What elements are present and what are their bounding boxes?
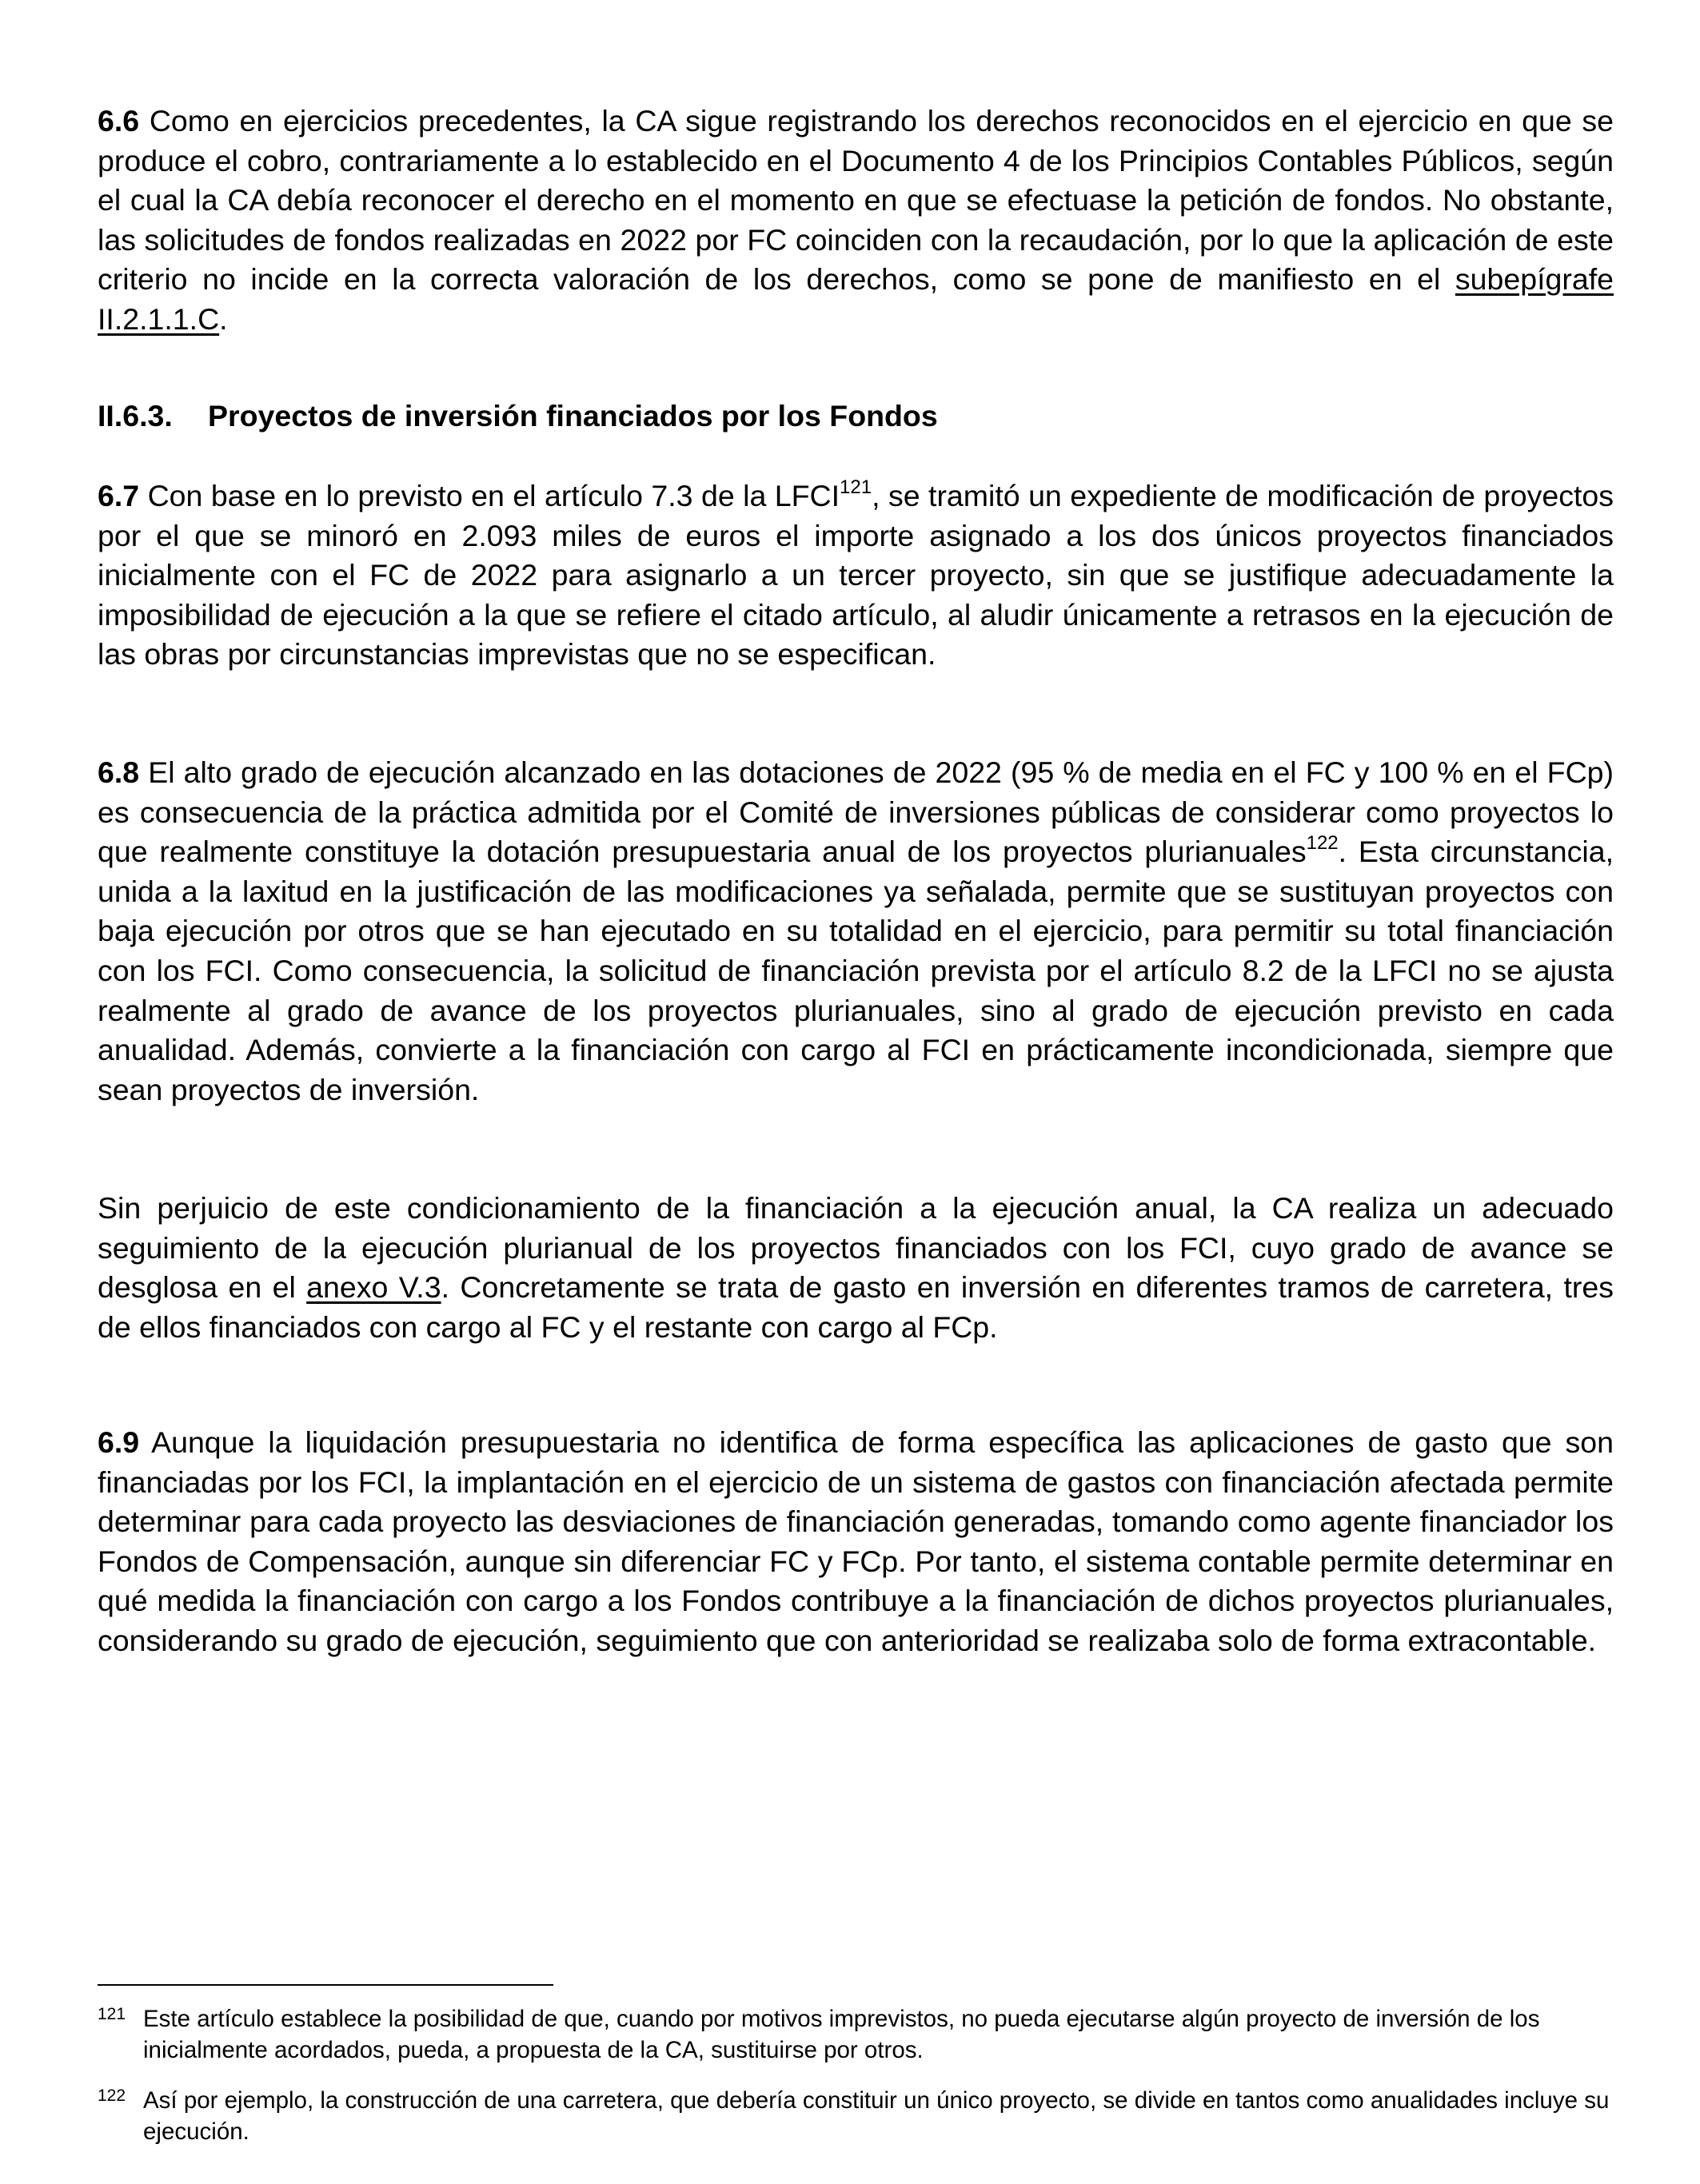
paragraph-number: 6.9 [98,1425,140,1459]
paragraph-end: . [219,301,228,336]
paragraph-text: Aunque la liquidación presupuestaria no identifica de forma específica las aplicaciones de gasto que son financiadas por los FCI, la implantación en el ejercicio de un sistema de gastos con financiación afectada permite determinar para cada proyecto las desviaciones de financiación generadas, tomando como agente financiador los Fondos de Compensación, aunque sin diferenciar FC y FCp. Por tanto, el sistema contable permite determinar en qué medida la financiación con cargo a los Fondos contribuye a la financiación de dichos proyectos plurianuales, considerando su grado de ejecución, seguimiento que con anterioridad se realizaba solo de forma extracontable. [98,1425,1614,1657]
paragraph-number: 6.7 [98,479,140,512]
paragraph-6-8 [98,753,1614,1110]
paragraph-text: . Esta circunstancia, unida a la laxitud en la justificación de las modificaciones ya señalada, permite que se sustituyan proyectos con baja ejecución por otros que se han ejecutado en su totalidad en el ejercicio, para permitir su total financiación con los FCI. Como consecuencia, la solicitud de financiación prevista por el artículo 8.2 de la LFCI no se ajusta realmente al grado de avance de los proyectos plurianuales, sino al grado de ejecución previsto en cada anualidad. Además, convierte a la financiación con cargo al FCI en prácticamente incondicionada, siempre que sean proyectos de inversión. [98,835,1614,1106]
paragraph-6-9 [98,1423,1614,1661]
footnote-number: 121 [98,2005,126,2023]
footnote-text: Este artículo establece la posibilidad de que, cuando por motivos imprevistos, no pueda ejecutarse algún proyecto de inversión de los inicialmente acordados, pueda, a propuesta de la CA, sustituirse por otros. [143,2006,1540,2063]
section-title: Proyectos de inversión financiados por los Fondos [208,399,938,432]
paragraph-text: El alto grado de ejecución alcanzado en las dotaciones de 2022 (95 % de media en el FC y 100 % en el FCp) es consecuencia de la práctica admitida por el Comité de inversiones públicas de considerar como proyectos lo que realmente constituye la dotación presupuestaria anual de los proyectos plurianuales [98,755,1614,869]
paragraph-number: 6.8 [98,755,140,789]
paragraph-text: Sin perjuicio de este condicionamiento de la financiación a la ejecución anual, la CA realiza un adecuado seguimiento de la ejecución plurianual de los proyectos financiados con los FCI, cuyo grado de avance se desglosa en el [98,1191,1614,1305]
link-subepigrafe[interactable]: subepígrafe II.2.1.1.C [98,262,1614,336]
footnote-text: Así por ejemplo, la construcción de una carretera, que debería constituir un único proyecto, se divide en tantos como anualidades incluye su ejecución. [143,2087,1610,2145]
paragraph-text: Con base en lo previsto en el artículo 7.3 de la LFCI [139,479,840,512]
footnote-separator [98,1984,553,1986]
footnote-122 [98,2085,1614,2147]
paragraph-6-6 [98,102,1614,340]
footnote-ref-121[interactable]: 121 [840,476,872,498]
paragraph-text: . Concretamente se trata de gasto en inversión en diferentes tramos de carretera, tres de ellos financiados con cargo al FC y el restante con cargo al FCp. [98,1270,1614,1344]
footnote-number: 122 [98,2086,126,2105]
section-heading [98,397,938,436]
paragraph-text: , se tramitó un expediente de modificación de proyectos por el que se minoró en 2.093 miles de euros el importe asignado a los dos únicos proyectos financiados inicialmente con el FC de 2022 para asignarlo a un tercer proyecto, sin que se justifique adecuadamente la imposibilidad de ejecución a la que se refiere el citado artículo, al aludir únicamente a retrasos en la ejecución de las obras por circunstancias imprevistas que no se especifican. [98,479,1614,672]
paragraph-6-7 [98,476,1614,675]
footnote-ref-122[interactable]: 122 [1306,832,1339,855]
footnote-121 [98,2003,1614,2066]
section-number: II.6.3. [98,399,173,432]
link-anexo[interactable]: anexo V.3 [306,1270,441,1305]
paragraph-6-8-continued [98,1189,1614,1347]
paragraph-number: 6.6 [98,104,140,137]
paragraph-text: Como en ejercicios precedentes, la CA sigue registrando los derechos reconocidos en el ejercicio en que se produce el cobro, contrariamente a lo establecido en el Documento 4 de los Principios Contables Públicos, según el cual la CA debía reconocer el derecho en el momento en que se efectuase la petición de fondos. No obstante, las solicitudes de fondos realizadas en 2022 por FC coinciden con la recaudación, por lo que la aplicación de este criterio no incide en la correcta valoración de los derechos, como se pone de manifiesto en el [98,104,1614,297]
